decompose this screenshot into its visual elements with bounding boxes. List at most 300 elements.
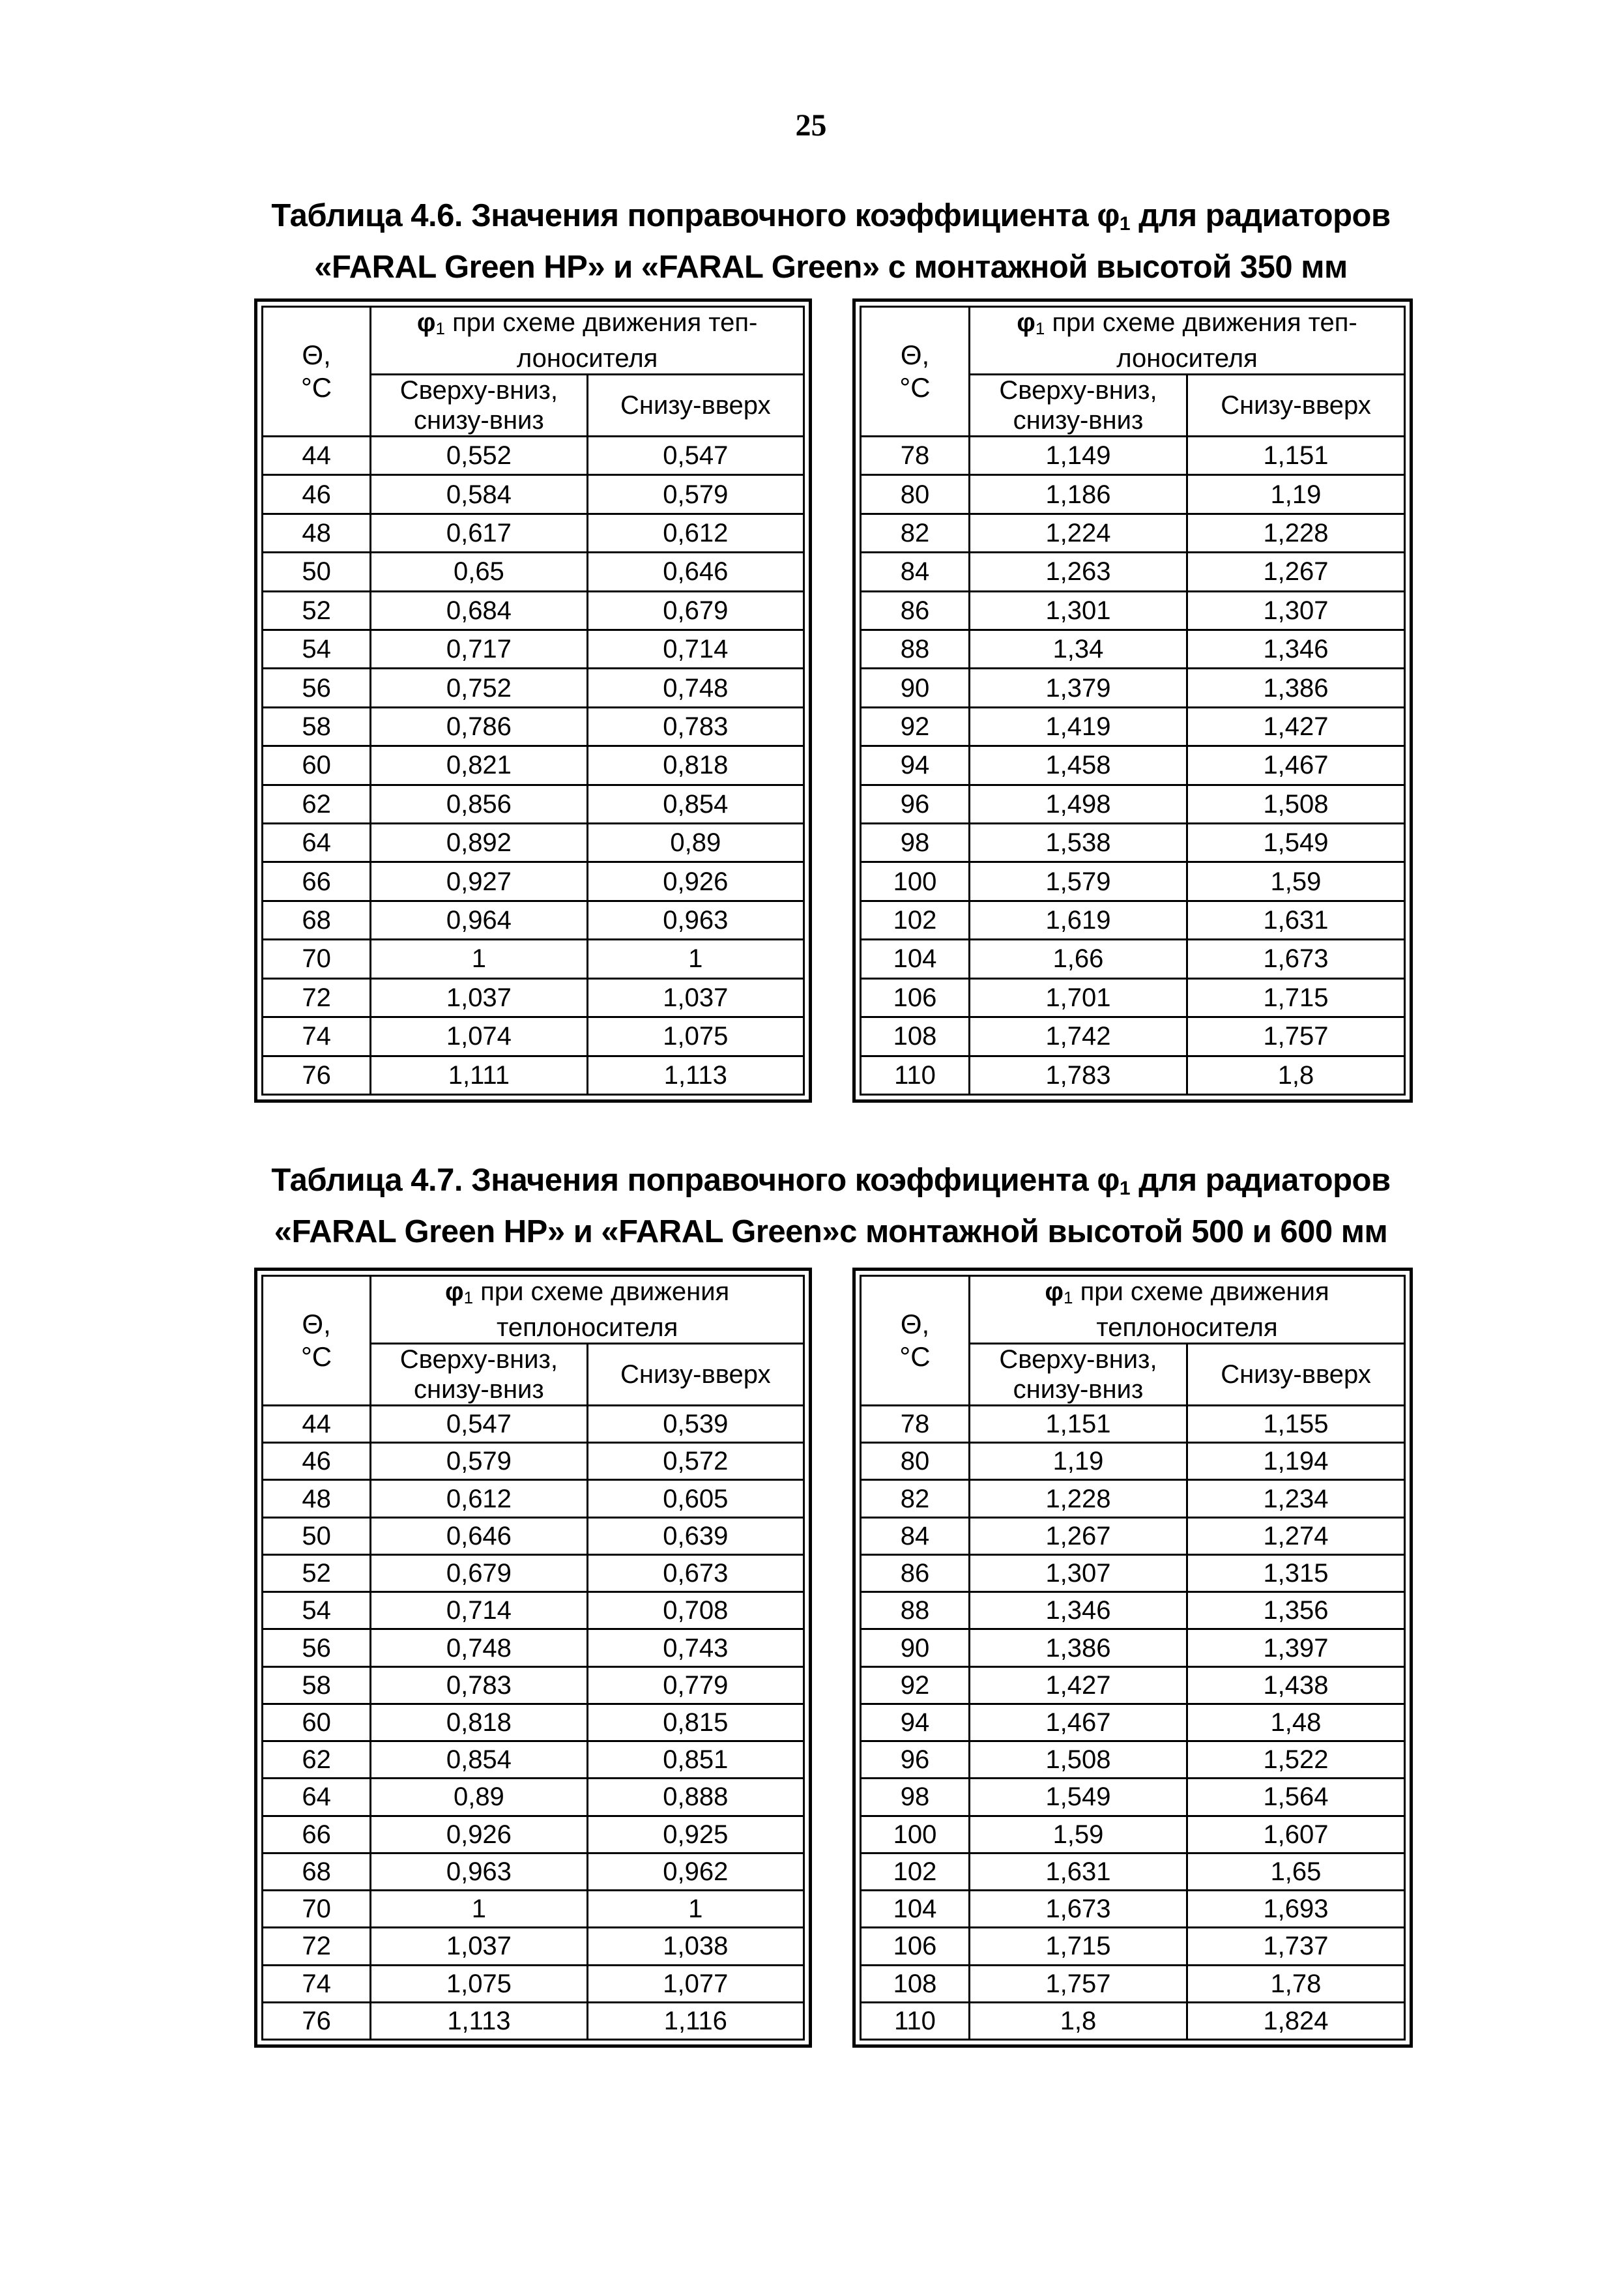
phi-top-down-cell: 1,307 <box>970 1554 1187 1591</box>
table-row <box>861 1928 1405 1965</box>
phi-bottom-up-cell: 1,48 <box>1187 1704 1405 1741</box>
temperature-cell: 72 <box>263 1928 371 1965</box>
header-row <box>263 307 804 375</box>
temperature-cell: 84 <box>861 1517 970 1554</box>
table-row <box>263 1741 804 1779</box>
temperature-cell: 62 <box>263 785 371 823</box>
phi-top-down-cell: 1,224 <box>970 514 1187 552</box>
caption-line-1: Таблица 4.6. Значения поправочного коэффициента $\varphi_1$ для радиаторов <box>271 198 1391 235</box>
temperature-cell: 66 <box>263 862 371 901</box>
temperature-cell: 76 <box>263 2002 371 2039</box>
phi-bottom-up-cell: 1,757 <box>1187 1017 1405 1056</box>
temperature-cell: 60 <box>263 1704 371 1741</box>
table-row <box>861 591 1405 630</box>
table-row <box>263 978 804 1017</box>
temperature-cell: 62 <box>263 1741 371 1779</box>
phi-top-down-cell: 1,619 <box>970 901 1187 939</box>
temperature-cell: 48 <box>263 1480 371 1517</box>
table-row <box>263 901 804 939</box>
phi-bottom-up-cell: 1,438 <box>1187 1666 1405 1704</box>
phi-top-down-cell: 1,301 <box>970 591 1187 630</box>
table-row <box>263 591 804 630</box>
phi-bottom-up-cell: 0,612 <box>587 514 804 552</box>
phi-top-down-cell: 1,151 <box>970 1406 1187 1443</box>
phi-top-down-cell: 0,579 <box>371 1443 587 1480</box>
temperature-cell: 88 <box>861 1592 970 1629</box>
phi-top-down-cell: 0,679 <box>371 1554 587 1591</box>
phi-top-down-cell: 1,379 <box>970 669 1187 707</box>
phi-bottom-up-cell: 1,151 <box>1187 437 1405 475</box>
table-4-7-caption <box>241 1159 1421 1253</box>
temperature-cell: 44 <box>263 1406 371 1443</box>
temperature-cell: 96 <box>861 785 970 823</box>
phi-bottom-up-cell: 1 <box>587 940 804 978</box>
phi-top-down-cell: 1,075 <box>371 1965 587 2002</box>
phi-top-down-cell: 1,579 <box>970 862 1187 901</box>
phi-group-header: $\varphi_1$ при схеме движения теплоносителя <box>970 1276 1405 1344</box>
table-row <box>861 1965 1405 2002</box>
phi-bottom-up-cell: 1,508 <box>1187 785 1405 823</box>
phi-bottom-up-cell: 0,888 <box>587 1779 804 1816</box>
table-row <box>263 1443 804 1480</box>
temperature-cell: 46 <box>263 1443 371 1480</box>
phi-top-down-cell: 0,854 <box>371 1741 587 1779</box>
temperature-cell: 56 <box>263 669 371 707</box>
phi-bottom-up-cell: 0,783 <box>587 707 804 746</box>
phi-top-down-cell: 1,467 <box>970 1704 1187 1741</box>
table-row <box>861 1741 1405 1779</box>
phi-bottom-up-cell: 1,824 <box>1187 2002 1405 2039</box>
phi-top-down-cell: 0,584 <box>371 475 587 514</box>
temperature-cell: 94 <box>861 746 970 785</box>
table-row <box>861 1517 1405 1554</box>
phi-bottom-up-cell: 1,19 <box>1187 475 1405 514</box>
table-row <box>263 1853 804 1890</box>
table-row <box>861 1816 1405 1853</box>
phi-bottom-up-cell: 0,714 <box>587 630 804 669</box>
phi-bottom-up-cell: 0,815 <box>587 1704 804 1741</box>
phi-top-down-cell: 1,458 <box>970 746 1187 785</box>
temperature-cell: 86 <box>861 1554 970 1591</box>
phi-group-header: $\varphi_1$ при схеме движения теп- лоносителя <box>970 307 1405 375</box>
temperature-cell: 78 <box>861 437 970 475</box>
phi-bottom-up-cell: 0,926 <box>587 862 804 901</box>
table-4-7-right <box>852 1268 1413 2048</box>
column-header-bottom-up: Снизу-вверх <box>587 375 804 437</box>
table-4-6-caption <box>241 194 1421 289</box>
phi-bottom-up-cell: 1,194 <box>1187 1443 1405 1480</box>
temperature-cell: 70 <box>263 940 371 978</box>
phi-top-down-cell: 1,346 <box>970 1592 1187 1629</box>
phi-top-down-cell: 1,111 <box>371 1056 587 1095</box>
table-row <box>263 1666 804 1704</box>
temperature-cell: 54 <box>263 1592 371 1629</box>
temperature-cell: 46 <box>263 475 371 514</box>
phi-bottom-up-cell: 1,113 <box>587 1056 804 1095</box>
temperature-cell: 58 <box>263 1666 371 1704</box>
phi-top-down-cell: 1,59 <box>970 1816 1187 1853</box>
temperature-cell: 86 <box>861 591 970 630</box>
phi-top-down-cell: 1 <box>371 940 587 978</box>
table-row <box>861 1592 1405 1629</box>
temperature-cell: 84 <box>861 553 970 591</box>
phi-top-down-cell: 0,547 <box>371 1406 587 1443</box>
table-4-6-right <box>852 298 1413 1103</box>
phi-bottom-up-cell: 0,579 <box>587 475 804 514</box>
phi-top-down-cell: 1,538 <box>970 824 1187 862</box>
table-row <box>861 1779 1405 1816</box>
temperature-header: Θ, °C <box>861 1276 970 1406</box>
phi-top-down-cell: 0,748 <box>371 1629 587 1666</box>
phi-bottom-up-cell: 0,679 <box>587 591 804 630</box>
page-number: 25 <box>795 108 827 143</box>
table-row <box>861 1629 1405 1666</box>
table-row <box>263 1779 804 1816</box>
table-row <box>263 862 804 901</box>
table-row <box>861 1891 1405 1928</box>
temperature-cell: 88 <box>861 630 970 669</box>
phi-top-down-cell: 0,856 <box>371 785 587 823</box>
temperature-cell: 94 <box>861 1704 970 1741</box>
phi-bottom-up-cell: 0,962 <box>587 1853 804 1890</box>
temperature-cell: 80 <box>861 475 970 514</box>
temperature-cell: 52 <box>263 591 371 630</box>
column-header-top-down: Сверху-вниз, снизу-вниз <box>371 375 587 437</box>
table-row <box>263 553 804 591</box>
phi-bottom-up-cell: 1,116 <box>587 2002 804 2039</box>
table-row <box>861 514 1405 552</box>
phi-top-down-cell: 1,8 <box>970 2002 1187 2039</box>
phi-bottom-up-cell: 1,315 <box>1187 1554 1405 1591</box>
phi-top-down-cell: 0,617 <box>371 514 587 552</box>
phi-bottom-up-cell: 0,708 <box>587 1592 804 1629</box>
temperature-cell: 64 <box>263 1779 371 1816</box>
table-row <box>263 940 804 978</box>
temperature-cell: 52 <box>263 1554 371 1591</box>
temperature-cell: 98 <box>861 1779 970 1816</box>
phi-top-down-cell: 0,752 <box>371 669 587 707</box>
phi-bottom-up-cell: 1,522 <box>1187 1741 1405 1779</box>
phi-symbol: φ <box>1045 1277 1064 1306</box>
temperature-cell: 56 <box>263 1629 371 1666</box>
table-row <box>263 475 804 514</box>
phi-symbol: φ <box>416 308 436 337</box>
phi-top-down-cell: 0,684 <box>371 591 587 630</box>
phi-bottom-up-cell: 1,397 <box>1187 1629 1405 1666</box>
table-row <box>861 1017 1405 1056</box>
temperature-cell: 66 <box>263 1816 371 1853</box>
phi-top-down-cell: 0,612 <box>371 1480 587 1517</box>
phi-bottom-up-cell: 1,346 <box>1187 630 1405 669</box>
temperature-cell: 64 <box>263 824 371 862</box>
phi-top-down-cell: 1,498 <box>970 785 1187 823</box>
phi-bottom-up-cell: 0,748 <box>587 669 804 707</box>
phi-top-down-cell: 1,715 <box>970 1928 1187 1965</box>
header-row <box>861 307 1405 375</box>
temperature-cell: 90 <box>861 669 970 707</box>
phi-top-down-cell: 1,757 <box>970 1965 1187 2002</box>
phi-bottom-up-cell: 1,386 <box>1187 669 1405 707</box>
phi-top-down-cell: 1,228 <box>970 1480 1187 1517</box>
phi-bottom-up-cell: 1,631 <box>1187 901 1405 939</box>
phi-top-down-cell: 0,927 <box>371 862 587 901</box>
phi-top-down-cell: 1 <box>371 1891 587 1928</box>
temperature-cell: 44 <box>263 437 371 475</box>
phi-top-down-cell: 1,673 <box>970 1891 1187 1928</box>
phi-group-header: $\varphi_1$ при схеме движения теп- лоносителя <box>371 307 804 375</box>
table-row <box>263 746 804 785</box>
phi-top-down-cell: 1,742 <box>970 1017 1187 1056</box>
temperature-cell: 104 <box>861 940 970 978</box>
temperature-cell: 50 <box>263 553 371 591</box>
table-row <box>263 1554 804 1591</box>
phi-top-down-cell: 0,552 <box>371 437 587 475</box>
phi-top-down-cell: 0,65 <box>371 553 587 591</box>
table-row <box>263 1928 804 1965</box>
phi-bottom-up-cell: 1,307 <box>1187 591 1405 630</box>
temperature-cell: 70 <box>263 1891 371 1928</box>
temperature-cell: 50 <box>263 1517 371 1554</box>
phi-bottom-up-cell: 0,673 <box>587 1554 804 1591</box>
temperature-cell: 80 <box>861 1443 970 1480</box>
phi-bottom-up-cell: 0,89 <box>587 824 804 862</box>
phi-bottom-up-cell: 0,639 <box>587 1517 804 1554</box>
phi-bottom-up-cell: 1,038 <box>587 1928 804 1965</box>
table-row <box>861 1704 1405 1741</box>
phi-top-down-cell: 0,89 <box>371 1779 587 1816</box>
phi-top-down-cell: 1,419 <box>970 707 1187 746</box>
phi-symbol: φ <box>1097 1163 1120 1198</box>
table-row <box>263 1017 804 1056</box>
phi-bottom-up-cell: 1,267 <box>1187 553 1405 591</box>
temperature-cell: 106 <box>861 1928 970 1965</box>
table-row <box>263 1592 804 1629</box>
phi-top-down-cell: 0,892 <box>371 824 587 862</box>
column-header-bottom-up: Снизу-вверх <box>1187 375 1405 437</box>
header-row <box>263 1276 804 1344</box>
table-row <box>861 1443 1405 1480</box>
phi-top-down-cell: 1,037 <box>371 978 587 1017</box>
phi-bottom-up-cell: 1,467 <box>1187 746 1405 785</box>
phi-bottom-up-cell: 1,228 <box>1187 514 1405 552</box>
phi-top-down-cell: 0,821 <box>371 746 587 785</box>
phi-symbol: φ <box>444 1277 464 1306</box>
phi-top-down-cell: 1,508 <box>970 1741 1187 1779</box>
phi-symbol: φ <box>1097 198 1120 233</box>
phi-top-down-cell: 1,186 <box>970 475 1187 514</box>
phi-bottom-up-cell: 1,274 <box>1187 1517 1405 1554</box>
phi-bottom-up-cell: 1,693 <box>1187 1891 1405 1928</box>
table-row <box>861 707 1405 746</box>
phi-top-down-cell: 1,267 <box>970 1517 1187 1554</box>
phi-symbol: φ <box>1017 308 1035 337</box>
temperature-cell: 100 <box>861 1816 970 1853</box>
temperature-cell: 98 <box>861 824 970 862</box>
phi-top-down-cell: 0,714 <box>371 1592 587 1629</box>
table-row <box>861 901 1405 939</box>
table-row <box>861 475 1405 514</box>
temperature-cell: 58 <box>263 707 371 746</box>
temperature-header: Θ, °C <box>263 307 371 437</box>
column-header-top-down: Сверху-вниз, снизу-вниз <box>371 1344 587 1406</box>
phi-bottom-up-cell: 1,59 <box>1187 862 1405 901</box>
table-row <box>861 746 1405 785</box>
phi-top-down-cell: 1,701 <box>970 978 1187 1017</box>
header-row <box>861 1276 1405 1344</box>
phi-bottom-up-cell: 1,356 <box>1187 1592 1405 1629</box>
phi-top-down-cell: 0,926 <box>371 1816 587 1853</box>
phi-bottom-up-cell: 1,607 <box>1187 1816 1405 1853</box>
temperature-cell: 110 <box>861 2002 970 2039</box>
table-4-6-left <box>254 298 812 1103</box>
table-row <box>263 1704 804 1741</box>
phi-bottom-up-cell: 0,572 <box>587 1443 804 1480</box>
phi-top-down-cell: 1,34 <box>970 630 1187 669</box>
phi-bottom-up-cell: 0,854 <box>587 785 804 823</box>
column-header-top-down: Сверху-вниз, снизу-вниз <box>970 375 1187 437</box>
table-row <box>861 1853 1405 1890</box>
table-row <box>861 437 1405 475</box>
table-row <box>861 1554 1405 1591</box>
phi-bottom-up-cell: 1,155 <box>1187 1406 1405 1443</box>
temperature-cell: 108 <box>861 1017 970 1056</box>
temperature-cell: 74 <box>263 1965 371 2002</box>
phi-top-down-cell: 1,631 <box>970 1853 1187 1890</box>
phi-top-down-cell: 0,818 <box>371 1704 587 1741</box>
phi-bottom-up-cell: 1,737 <box>1187 1928 1405 1965</box>
phi-bottom-up-cell: 1,549 <box>1187 824 1405 862</box>
phi-bottom-up-cell: 1,65 <box>1187 1853 1405 1890</box>
table-row <box>263 1816 804 1853</box>
table-4-7-left <box>254 1268 812 2048</box>
table-row <box>861 785 1405 823</box>
table-row <box>263 437 804 475</box>
caption-line-1: Таблица 4.7. Значения поправочного коэффициента $\varphi_1$ для радиаторов <box>271 1163 1391 1199</box>
temperature-cell: 54 <box>263 630 371 669</box>
phi-top-down-cell: 1,074 <box>371 1017 587 1056</box>
phi-top-down-cell: 1,427 <box>970 1666 1187 1704</box>
temperature-cell: 60 <box>263 746 371 785</box>
table-row <box>263 1965 804 2002</box>
table-row <box>861 630 1405 669</box>
phi-bottom-up-cell: 0,925 <box>587 1816 804 1853</box>
table-row <box>861 669 1405 707</box>
temperature-cell: 72 <box>263 978 371 1017</box>
caption-line-2: «FARAL Green HP» и «FARAL Green»с монтажной высотой 500 и 600 мм <box>274 1214 1388 1249</box>
table-row <box>263 1406 804 1443</box>
table-row <box>861 1406 1405 1443</box>
temperature-header: Θ, °C <box>861 307 970 437</box>
phi-bottom-up-cell: 1,8 <box>1187 1056 1405 1095</box>
temperature-cell: 102 <box>861 901 970 939</box>
table-row <box>263 630 804 669</box>
temperature-cell: 110 <box>861 1056 970 1095</box>
temperature-cell: 82 <box>861 514 970 552</box>
table-row <box>861 940 1405 978</box>
table-row <box>263 824 804 862</box>
temperature-cell: 48 <box>263 514 371 552</box>
table-row <box>263 1629 804 1666</box>
phi-top-down-cell: 0,646 <box>371 1517 587 1554</box>
temperature-cell: 100 <box>861 862 970 901</box>
phi-top-down-cell: 0,963 <box>371 1853 587 1890</box>
phi-top-down-cell: 1,037 <box>371 1928 587 1965</box>
table-row <box>861 1666 1405 1704</box>
temperature-cell: 92 <box>861 1666 970 1704</box>
phi-top-down-cell: 0,786 <box>371 707 587 746</box>
temperature-cell: 92 <box>861 707 970 746</box>
phi-bottom-up-cell: 1 <box>587 1891 804 1928</box>
caption-line-2: «FARAL Green HP» и «FARAL Green» с монтажной высотой 350 мм <box>314 250 1348 285</box>
phi-top-down-cell: 0,964 <box>371 901 587 939</box>
phi-top-down-cell: 1,149 <box>970 437 1187 475</box>
phi-bottom-up-cell: 1,075 <box>587 1017 804 1056</box>
phi-top-down-cell: 1,19 <box>970 1443 1187 1480</box>
phi-bottom-up-cell: 0,818 <box>587 746 804 785</box>
phi-bottom-up-cell: 1,78 <box>1187 1965 1405 2002</box>
temperature-header: Θ, °C <box>263 1276 371 1406</box>
phi-top-down-cell: 0,717 <box>371 630 587 669</box>
phi-bottom-up-cell: 0,539 <box>587 1406 804 1443</box>
phi-bottom-up-cell: 0,605 <box>587 1480 804 1517</box>
table-row <box>861 978 1405 1017</box>
phi-top-down-cell: 1,386 <box>970 1629 1187 1666</box>
temperature-cell: 78 <box>861 1406 970 1443</box>
temperature-cell: 68 <box>263 1853 371 1890</box>
table-row <box>263 1480 804 1517</box>
table-row <box>263 1891 804 1928</box>
phi-bottom-up-cell: 0,547 <box>587 437 804 475</box>
phi-bottom-up-cell: 0,779 <box>587 1666 804 1704</box>
temperature-cell: 76 <box>263 1056 371 1095</box>
temperature-cell: 96 <box>861 1741 970 1779</box>
table-row <box>861 824 1405 862</box>
phi-bottom-up-cell: 1,673 <box>1187 940 1405 978</box>
temperature-cell: 74 <box>263 1017 371 1056</box>
table-row <box>861 1480 1405 1517</box>
phi-top-down-cell: 1,263 <box>970 553 1187 591</box>
temperature-cell: 90 <box>861 1629 970 1666</box>
table-row <box>263 1056 804 1095</box>
table-row <box>861 862 1405 901</box>
table-row <box>263 785 804 823</box>
table-row <box>263 669 804 707</box>
phi-top-down-cell: 1,113 <box>371 2002 587 2039</box>
phi-bottom-up-cell: 1,715 <box>1187 978 1405 1017</box>
phi-group-header: $\varphi_1$ при схеме движения теплоносителя <box>371 1276 804 1344</box>
phi-bottom-up-cell: 1,234 <box>1187 1480 1405 1517</box>
table-row <box>861 1056 1405 1095</box>
column-header-bottom-up: Снизу-вверх <box>587 1344 804 1406</box>
column-header-top-down: Сверху-вниз, снизу-вниз <box>970 1344 1187 1406</box>
table-row <box>263 2002 804 2039</box>
phi-bottom-up-cell: 1,077 <box>587 1965 804 2002</box>
temperature-cell: 102 <box>861 1853 970 1890</box>
temperature-cell: 106 <box>861 978 970 1017</box>
phi-top-down-cell: 1,549 <box>970 1779 1187 1816</box>
phi-top-down-cell: 0,783 <box>371 1666 587 1704</box>
phi-top-down-cell: 1,66 <box>970 940 1187 978</box>
phi-bottom-up-cell: 1,564 <box>1187 1779 1405 1816</box>
phi-top-down-cell: 1,783 <box>970 1056 1187 1095</box>
table-row <box>263 514 804 552</box>
table-row <box>861 553 1405 591</box>
table-row <box>263 1517 804 1554</box>
temperature-cell: 104 <box>861 1891 970 1928</box>
phi-bottom-up-cell: 1,427 <box>1187 707 1405 746</box>
phi-bottom-up-cell: 1,037 <box>587 978 804 1017</box>
table-row <box>861 2002 1405 2039</box>
